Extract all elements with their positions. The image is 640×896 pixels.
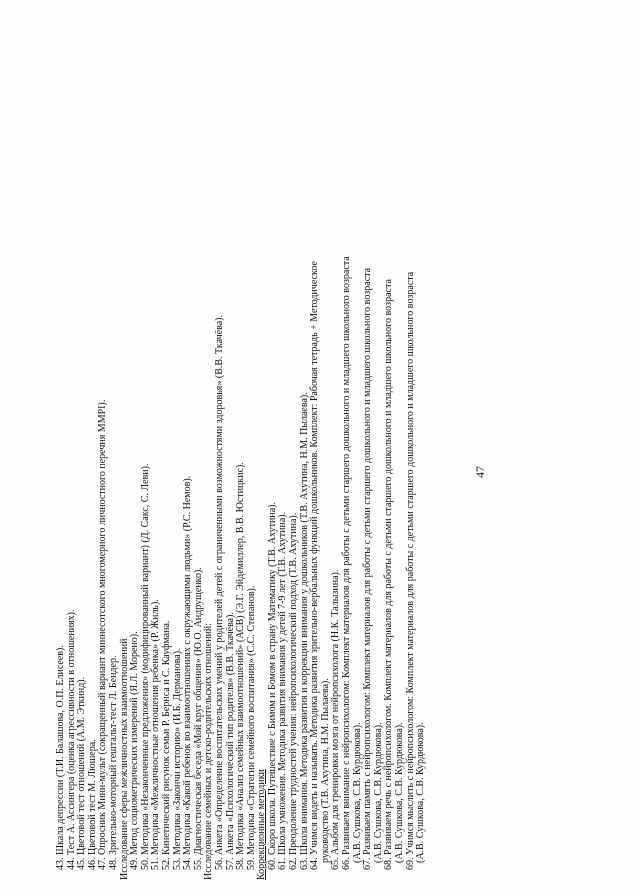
list-item: 68. Развиваем речь с нейропсихологом. Комплект материалов для работы с детьми старшего дошкольного и младшего школьного возраста [383,279,395,870]
section-heading: Исследование семейных и детско-родительских отношений: [203,622,215,880]
list-item: 59. Методика «Стратегии семейного воспитания» (С.С. Степанов). [245,585,257,870]
rotated-content [56,80,596,880]
list-item: 48. Зрительно-моторный гештальт-тест Л. Бендер. [107,655,119,870]
page-number: 47 [473,466,487,478]
methods-list [56,80,427,880]
list-item: 66. Развиваем внимание с нейропсихологом: Комплект материалов для работы с детьми старшего дошкольного и младшего школьного возраста [341,256,353,870]
list-item: 50. Методика «Незаконченные предложения» (модифицированный вариант) (Д. Сакс, С. Леви). [139,463,151,870]
section-heading: Исследование сферы межличностных взаимоотношений [118,638,130,880]
list-item: (А.В. Сушкова, С.В. Курдюкова). [394,722,405,863]
list-item: 53. Методика «Закончи историю» (И.Б. Дерманова). [171,648,183,870]
list-item: 65. Альбом для тренировки мозга от нейропсихолога (Н.К. Талызина). [330,569,342,870]
list-item: 67. Развиваем память с нейропсихологом: Комплект материалов для работы с детьми старшего дошкольного и младшего школьного возраста [362,267,374,870]
list-item: 54. Методика «Какой ребенок во взаимоотношениях с окружающими людьми» (Р.С. Немов). [182,475,194,870]
list-item: 58. Методика «Анализ семейных взаимоотношений» (АСВ) (Э.Г. Эйдемиллер, В.В. Юстицкис). [235,462,247,870]
list-item: 47. Опросник Мини-мульт (сокращенный вариант миннесотского многомерного личностного перечня MMPI). [97,399,109,870]
list-item: (А.В. Сушкова, С.В. Курдюкова). [372,722,384,863]
list-item: 61. Школа умножения. Методика развития внимания у детей 7-9 лет (Т.В. Ахутина). [277,511,289,870]
list-item: 56. Анкета «Определение воспитательских умений у родителей детей с ограниченными возможностями здоровья» (В.В. Ткачёва). [213,315,225,870]
list-item: 69. Учимся мыслить с нейропсихологом: Комплект материалов для работы с детьми старшего дошкольного и младшего школьного возраста [404,271,416,870]
list-item: 45. Цветовой тест отношений (А.М. Эткинд). [76,676,88,870]
list-item: 49. Метод социометрических измерений (Я.Л. Морено). [129,631,141,870]
list-item: руководство (Т.В. Ахутина, Н.М. Пылаева). [319,678,331,863]
list-item: 43. Шкала депрессии (Т.И. Балашова, О.П. Елисеев). [55,645,66,870]
list-item: 57. Анкета «Психологический тип родителя» (В.В. Ткачёва). [224,612,236,870]
list-item: 60. Скоро школа. Путешествие с Бимом и Бомом в страну Математику (Т.В. Ахутина). [266,502,278,870]
section-heading: Коррекционные методики [256,769,268,880]
list-item: 52. Кинетический рисунок семьи Р. Бернса и С. Кауфмана. [160,620,172,870]
list-item: (А.В. Сушкова, С.В. Курдюкова). [415,722,427,863]
list-item: 55. Диагностическая беседа «Мой круг общения» (Ю.О. Андрущенко). [192,567,204,870]
list-item: 64. Учимся видеть и называть. Методика развития зрительно-вербальных функций дошкольников. Комплект: Рабочая тетрадь + Методическое [309,261,321,870]
list-item: 62. Преодоление трудностей учения: нейропсихологический подход (Т.В. Ахутина). [288,512,300,870]
list-item: 51. Методика «Межличностные отношения ребенка» (Р. Жиль). [150,599,162,870]
list-item: (А.В. Сушкова, С.В. Курдюкова). [351,722,363,863]
list-item: 46. Цветовой тест М. Люшера. [86,739,98,870]
list-item: 63. Школа внимания. Методика развития и коррекции внимания у дошкольников (Т.В. Ахутина, Н.М. Пылаева). [298,392,310,870]
list-item: 44. Тест А. Ассингера (оценка агрессивности в отношениях). [65,609,77,870]
